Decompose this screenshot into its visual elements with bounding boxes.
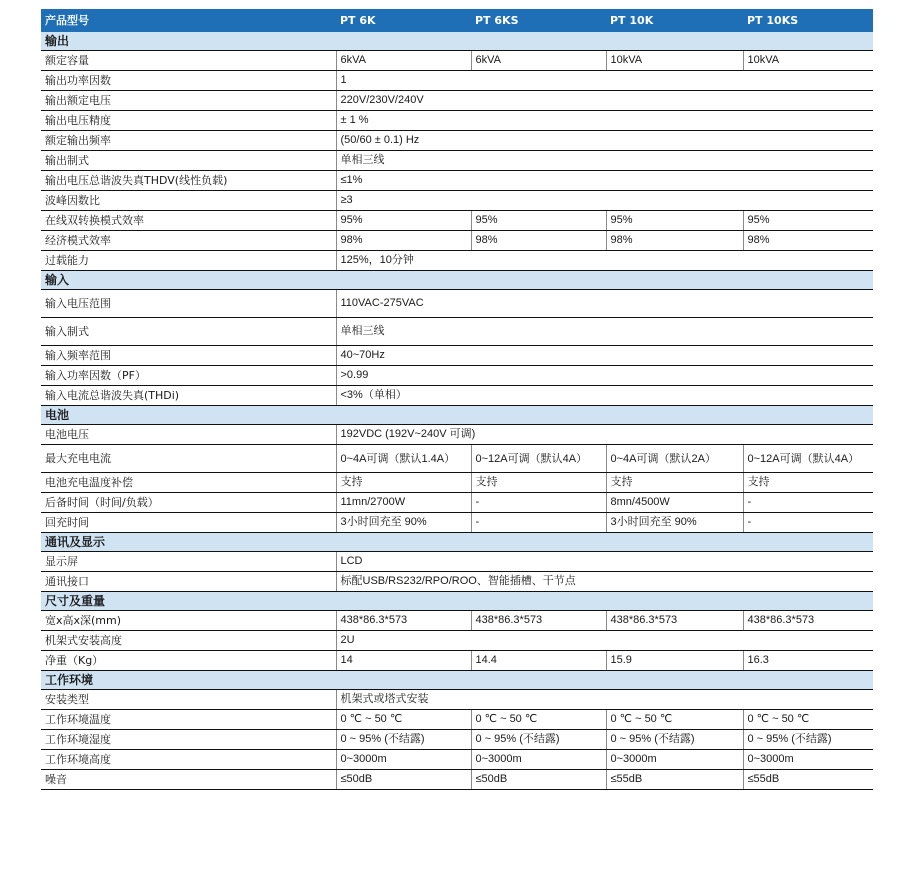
spec-value: 95% — [606, 211, 743, 231]
spec-row — [41, 151, 873, 171]
spec-row — [41, 91, 873, 111]
spec-value: ≥3 — [336, 191, 873, 211]
spec-value: 0~12A可调（默认4A） — [743, 445, 873, 473]
section-title: 输入 — [41, 271, 873, 290]
spec-value: 98% — [336, 231, 471, 251]
header-cell: PT 10KS — [743, 9, 873, 32]
spec-label: 宽x高x深(mm) — [41, 611, 336, 631]
spec-value: 标配USB/RS232/RPO/ROO、智能插槽、干节点 — [336, 572, 873, 592]
spec-label: 输出功率因数 — [41, 71, 336, 91]
spec-value: 0~12A可调（默认4A） — [471, 445, 606, 473]
spec-label: 输入电流总谐波失真(THDi) — [41, 386, 336, 406]
spec-row — [41, 191, 873, 211]
spec-label: 输出额定电压 — [41, 91, 336, 111]
spec-row — [41, 51, 873, 71]
spec-row — [41, 750, 873, 770]
spec-row — [41, 690, 873, 710]
spec-row — [41, 513, 873, 533]
spec-label: 额定容量 — [41, 51, 336, 71]
spec-row — [41, 572, 873, 592]
spec-value: - — [743, 513, 873, 533]
spec-value: 1 — [336, 71, 873, 91]
spec-value: 98% — [471, 231, 606, 251]
spec-value: ≤55dB — [606, 770, 743, 790]
spec-row — [41, 552, 873, 572]
spec-row — [41, 651, 873, 671]
spec-row — [41, 611, 873, 631]
spec-value: 0~4A可调（默认1.4A） — [336, 445, 471, 473]
spec-value: 3小时回充至 90% — [336, 513, 471, 533]
spec-value: 机架式或塔式安装 — [336, 690, 873, 710]
spec-row — [41, 770, 873, 790]
spec-row — [41, 71, 873, 91]
spec-value: 8mn/4500W — [606, 493, 743, 513]
spec-value: >0.99 — [336, 366, 873, 386]
spec-value: 15.9 — [606, 651, 743, 671]
spec-row — [41, 425, 873, 445]
spec-row — [41, 231, 873, 251]
spec-value: ± 1 % — [336, 111, 873, 131]
spec-value: <3%（单相） — [336, 386, 873, 406]
spec-value: 0~3000m — [743, 750, 873, 770]
spec-value: ≤55dB — [743, 770, 873, 790]
spec-label: 工作环境湿度 — [41, 730, 336, 750]
spec-value: 2U — [336, 631, 873, 651]
spec-value: - — [471, 493, 606, 513]
spec-value: 0 ℃ ~ 50 ℃ — [471, 710, 606, 730]
spec-label: 电池充电温度补偿 — [41, 473, 336, 493]
spec-value: 40~70Hz — [336, 346, 873, 366]
spec-value: 0 ~ 95% (不结露) — [471, 730, 606, 750]
spec-label: 工作环境温度 — [41, 710, 336, 730]
spec-label: 过载能力 — [41, 251, 336, 271]
spec-value: 0~3000m — [471, 750, 606, 770]
section-title: 工作环境 — [41, 671, 873, 690]
spec-value: 14.4 — [471, 651, 606, 671]
section-title: 尺寸及重量 — [41, 592, 873, 611]
spec-value: 6kVA — [471, 51, 606, 71]
spec-label: 最大充电电流 — [41, 445, 336, 473]
spec-row — [41, 730, 873, 750]
spec-label: 输入制式 — [41, 318, 336, 346]
spec-value: 0 ℃ ~ 50 ℃ — [743, 710, 873, 730]
spec-value: 192VDC (192V~240V 可调) — [336, 425, 873, 445]
header-cell: PT 6K — [336, 9, 471, 32]
spec-label: 经济模式效率 — [41, 231, 336, 251]
spec-row — [41, 290, 873, 318]
spec-value: 11mn/2700W — [336, 493, 471, 513]
spec-row — [41, 366, 873, 386]
spec-value: (50/60 ± 0.1) Hz — [336, 131, 873, 151]
spec-label: 输出制式 — [41, 151, 336, 171]
spec-label: 回充时间 — [41, 513, 336, 533]
spec-value: 10kVA — [606, 51, 743, 71]
spec-label: 输入电压范围 — [41, 290, 336, 318]
spec-label: 输出电压精度 — [41, 111, 336, 131]
spec-table — [41, 9, 873, 790]
spec-label: 输入功率因数（PF） — [41, 366, 336, 386]
spec-value: 95% — [336, 211, 471, 231]
spec-value: 0 ℃ ~ 50 ℃ — [336, 710, 471, 730]
spec-value: 0 ~ 95% (不结露) — [743, 730, 873, 750]
spec-row — [41, 346, 873, 366]
spec-value: 0 ~ 95% (不结露) — [336, 730, 471, 750]
spec-value: 125%，10分钟 — [336, 251, 873, 271]
spec-label: 通讯接口 — [41, 572, 336, 592]
spec-label: 显示屏 — [41, 552, 336, 572]
spec-value: 单相三线 — [336, 151, 873, 171]
section-header-row — [41, 271, 873, 290]
section-title: 通讯及显示 — [41, 533, 873, 552]
spec-value: 438*86.3*573 — [606, 611, 743, 631]
spec-value: 98% — [743, 231, 873, 251]
spec-row — [41, 318, 873, 346]
spec-value: 支持 — [471, 473, 606, 493]
spec-value: 6kVA — [336, 51, 471, 71]
spec-row — [41, 111, 873, 131]
spec-value: 单相三线 — [336, 318, 873, 346]
header-cell: PT 10K — [606, 9, 743, 32]
spec-value: 438*86.3*573 — [471, 611, 606, 631]
spec-value: 0 ℃ ~ 50 ℃ — [606, 710, 743, 730]
spec-value: - — [743, 493, 873, 513]
spec-row — [41, 493, 873, 513]
spec-value: LCD — [336, 552, 873, 572]
section-title: 电池 — [41, 406, 873, 425]
spec-label: 额定输出频率 — [41, 131, 336, 151]
spec-label: 在线双转换模式效率 — [41, 211, 336, 231]
spec-value: ≤50dB — [336, 770, 471, 790]
section-title: 输出 — [41, 32, 873, 51]
spec-value: - — [471, 513, 606, 533]
spec-value: 支持 — [743, 473, 873, 493]
spec-value: 0~3000m — [336, 750, 471, 770]
spec-body — [41, 32, 873, 790]
spec-row — [41, 171, 873, 191]
spec-value: 支持 — [606, 473, 743, 493]
spec-row — [41, 445, 873, 473]
spec-value: 95% — [471, 211, 606, 231]
section-header-row — [41, 32, 873, 51]
spec-value: 0 ~ 95% (不结露) — [606, 730, 743, 750]
section-header-row — [41, 533, 873, 552]
spec-label: 机架式安装高度 — [41, 631, 336, 651]
spec-row — [41, 710, 873, 730]
spec-value: 438*86.3*573 — [336, 611, 471, 631]
spec-row — [41, 211, 873, 231]
spec-label: 净重（Kg） — [41, 651, 336, 671]
spec-label: 工作环境高度 — [41, 750, 336, 770]
section-header-row — [41, 592, 873, 611]
spec-value: 3小时回充至 90% — [606, 513, 743, 533]
spec-value: 0~4A可调（默认2A） — [606, 445, 743, 473]
spec-value: 95% — [743, 211, 873, 231]
spec-value: 438*86.3*573 — [743, 611, 873, 631]
spec-row — [41, 251, 873, 271]
header-cell: PT 6KS — [471, 9, 606, 32]
spec-row — [41, 386, 873, 406]
spec-value: 14 — [336, 651, 471, 671]
spec-row — [41, 473, 873, 493]
spec-label: 后备时间（时间/负载） — [41, 493, 336, 513]
spec-value: 支持 — [336, 473, 471, 493]
spec-label: 输出电压总谐波失真THDV(线性负载) — [41, 171, 336, 191]
spec-value: 10kVA — [743, 51, 873, 71]
header-row — [41, 9, 873, 32]
section-header-row — [41, 671, 873, 690]
spec-row — [41, 131, 873, 151]
spec-label: 安装类型 — [41, 690, 336, 710]
spec-label: 电池电压 — [41, 425, 336, 445]
spec-value: 98% — [606, 231, 743, 251]
spec-value: 0~3000m — [606, 750, 743, 770]
spec-label: 噪音 — [41, 770, 336, 790]
spec-value: ≤1% — [336, 171, 873, 191]
header-cell: 产品型号 — [41, 9, 336, 32]
spec-label: 波峰因数比 — [41, 191, 336, 211]
spec-value: 220V/230V/240V — [336, 91, 873, 111]
spec-value: 16.3 — [743, 651, 873, 671]
spec-value: 110VAC-275VAC — [336, 290, 873, 318]
spec-value: ≤50dB — [471, 770, 606, 790]
spec-row — [41, 631, 873, 651]
spec-label: 输入频率范围 — [41, 346, 336, 366]
section-header-row — [41, 406, 873, 425]
